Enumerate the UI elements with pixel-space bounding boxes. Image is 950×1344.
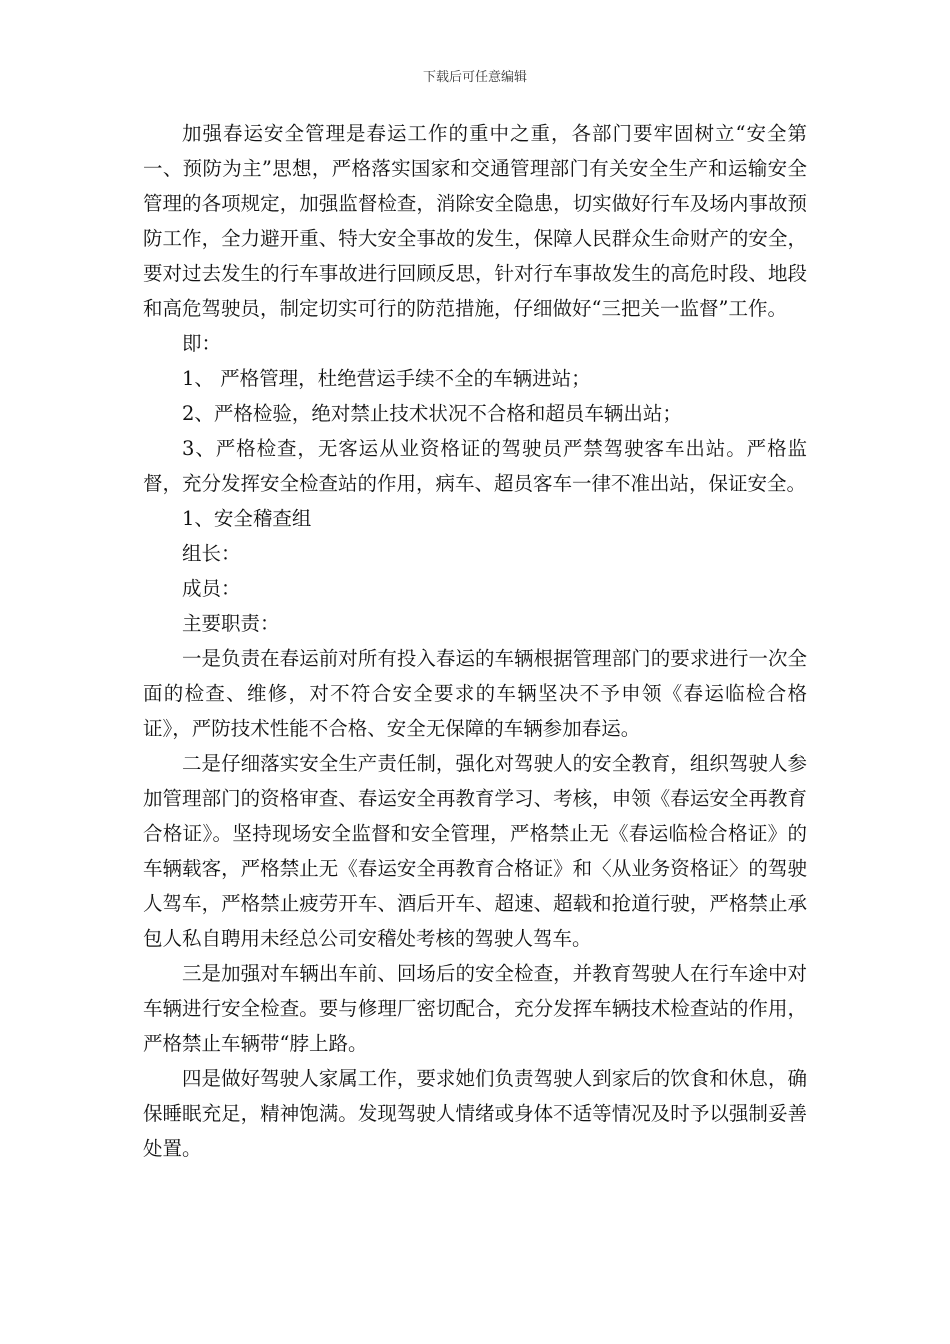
duty-paragraph-4: 四是做好驾驶人家属工作，要求她们负责驾驶人到家后的饮食和休息，确保睡眠充足，精神饱满。发现驾驶人情绪或身体不适等情况及时予以强制妥善处置。 xyxy=(143,1067,807,1160)
list-item-3: 3、严格检查，无客运从业资格证的驾驶员严禁驾驶客车出站。严格监督，充分发挥安全检查站的作用，病车、超员客车一律不准出站，保证安全。 xyxy=(143,437,807,495)
duty-paragraph-2: 二是仔细落实安全生产责任制，强化对驾驶人的安全教育，组织驾驶人参加管理部门的资格审查、春运安全再教育学习、考核，申领《春运安全再教育合格证》。坚持现场安全监督和安全管理，严格禁止无《春运临检合格证》的车辆载客，严格禁止无《春运安全再教育合格证》和〈从业务资格证〉的驾驶人驾车，严格禁止疲劳开车、酒后开车、超速、超载和抢道行驶，严格禁止承包人私自聘用未经总公司安稽处考核的驾驶人驾车。 xyxy=(143,752,807,950)
duty-paragraph-1: 一是负责在春运前对所有投入春运的车辆根据管理部门的要求进行一次全面的检查、维修，对不符合安全要求的车辆坚决不予申领《春运临检合格证》，严防技术性能不合格、安全无保障的车辆参加春运。 xyxy=(143,647,807,740)
paragraph-intro: 加强春运安全管理是春运工作的重中之重，各部门要牢固树立“安全第一、预防为主”思想，严格落实国家和交通管理部门有关安全生产和运输安全管理的各项规定，加强监督检查，消除安全隐患，切实做好行车及场内事故预防工作，全力避开重、特大安全事故的发生，保障人民群众生命财产的安全，要对过去发生的行车事故进行回顾反思，针对行车事故发生的高危时段、地段和高危驾驶员，制定切实可行的防范措施，仔细做好“三把关一监督”工作。 xyxy=(143,122,807,320)
group-leader-label: 组长： xyxy=(182,542,241,565)
document-body xyxy=(143,116,807,1166)
list-item-2: 2、严格检验，绝对禁止技术状况不合格和超员车辆出站； xyxy=(182,402,682,425)
list-item-1: 1、 严格管理，杜绝营运手续不全的车辆进站； xyxy=(182,367,591,390)
duty-paragraph-3: 三是加强对车辆出车前、回场后的安全检查，并教育驾驶人在行车途中对车辆进行安全检查。要与修理厂密切配合，充分发挥车辆技术检查站的作用，严格禁止车辆带“脖上路。 xyxy=(143,962,807,1055)
paragraph-ji: 即： xyxy=(182,332,222,355)
section-heading-safety-group: 1、安全稽查组 xyxy=(182,507,312,530)
page-header: 下载后可任意编辑 xyxy=(422,70,527,85)
main-duties-label: 主要职责： xyxy=(182,612,280,635)
group-members-label: 成员： xyxy=(182,577,241,600)
